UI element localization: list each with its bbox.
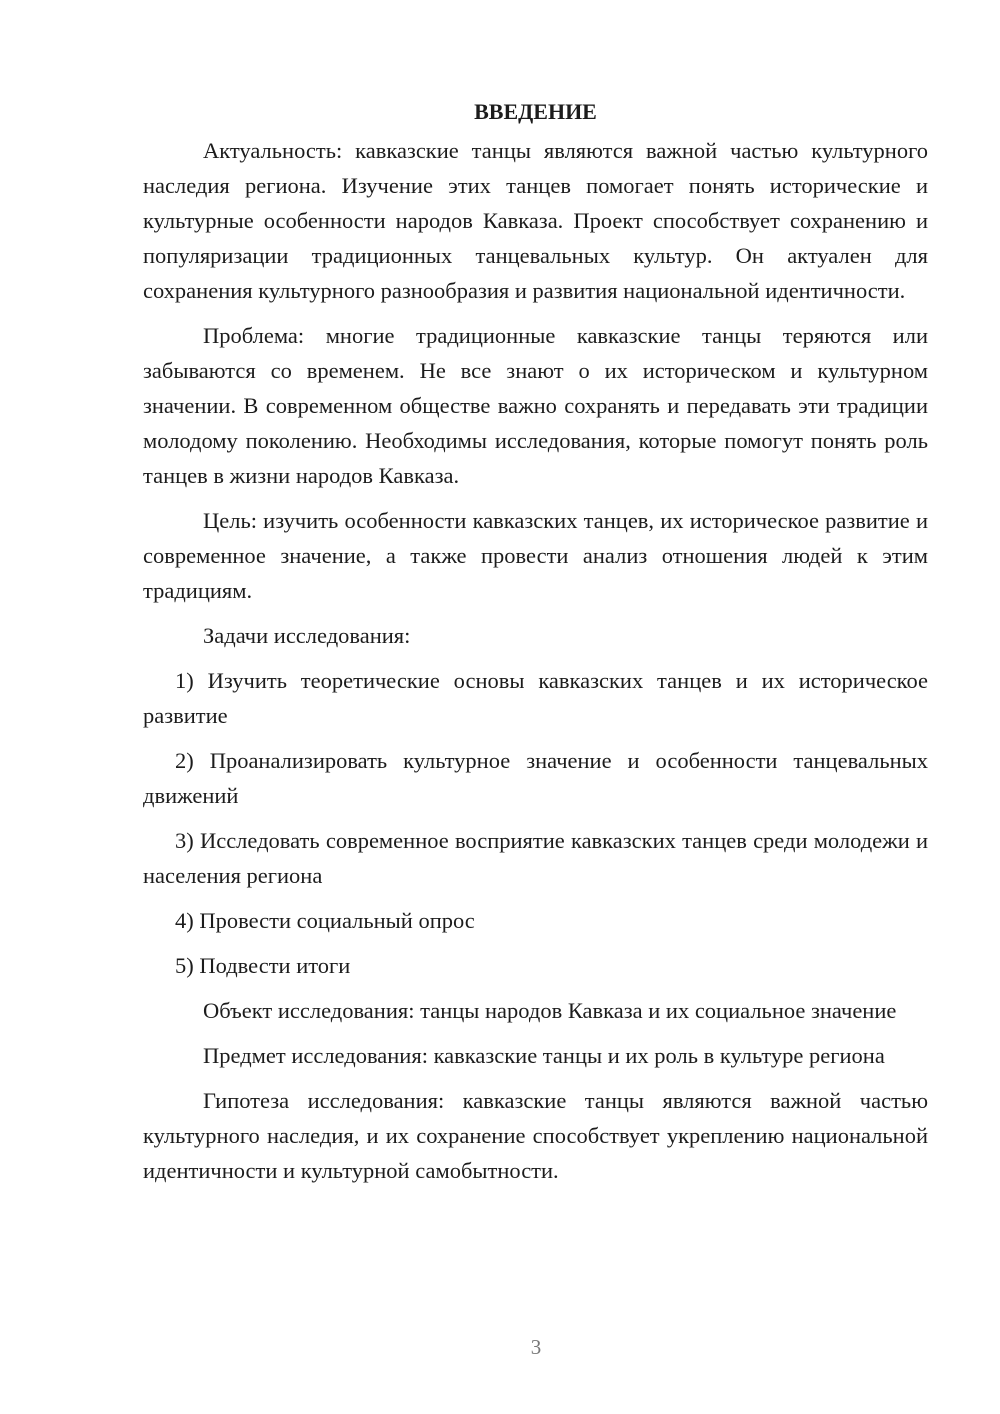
goal-paragraph: Цель: изучить особенности кавказских танцев, их историческое развитие и современное значение, а также провести анализ отношения людей к этим традициям. <box>143 508 928 603</box>
problem-paragraph: Проблема: многие традиционные кавказские танцы теряются или забываются со временем. Не все знают о их историческом и культурном значении. В современном обществе важно сохранять и передавать эти традиции молодому поколению. Необходимы исследования, которые помогут понять роль танцев в жизни народов Кавказа. <box>143 323 928 488</box>
subject-paragraph: Предмет исследования: кавказские танцы и их роль в культуре региона <box>203 1043 885 1068</box>
task-item-4: 4) Провести социальный опрос <box>175 908 475 933</box>
task-item-3: 3) Исследовать современное восприятие кавказских танцев среди молодежи и населения региона <box>143 828 928 888</box>
hypothesis-paragraph: Гипотеза исследования: кавказские танцы являются важной частью культурного наследия, и их сохранение способствует укреплению национальной идентичности и культурной самобытности. <box>143 1088 928 1183</box>
tasks-heading: Задачи исследования: <box>203 623 411 648</box>
task-item-5: 5) Подвести итоги <box>175 953 351 978</box>
task-item-1: 1) Изучить теоретические основы кавказских танцев и их историческое развитие <box>143 668 928 728</box>
object-paragraph: Объект исследования: танцы народов Кавказа и их социальное значение <box>203 998 897 1023</box>
page-number: 3 <box>530 1335 542 1359</box>
section-title: ВВЕДЕНИЕ <box>474 99 597 124</box>
task-item-2: 2) Проанализировать культурное значение и особенности танцевальных движений <box>143 748 928 808</box>
relevance-paragraph: Актуальность: кавказские танцы являются важной частью культурного наследия региона. Изучение этих танцев помогает понять исторические и культурные особенности народов Кавказа. Проект способствует сохранению и популяризации традиционных танцевальных культур. Он актуален для сохранения культурного разнообразия и развития национальной идентичности. <box>143 138 928 303</box>
page-content <box>143 94 928 1198</box>
